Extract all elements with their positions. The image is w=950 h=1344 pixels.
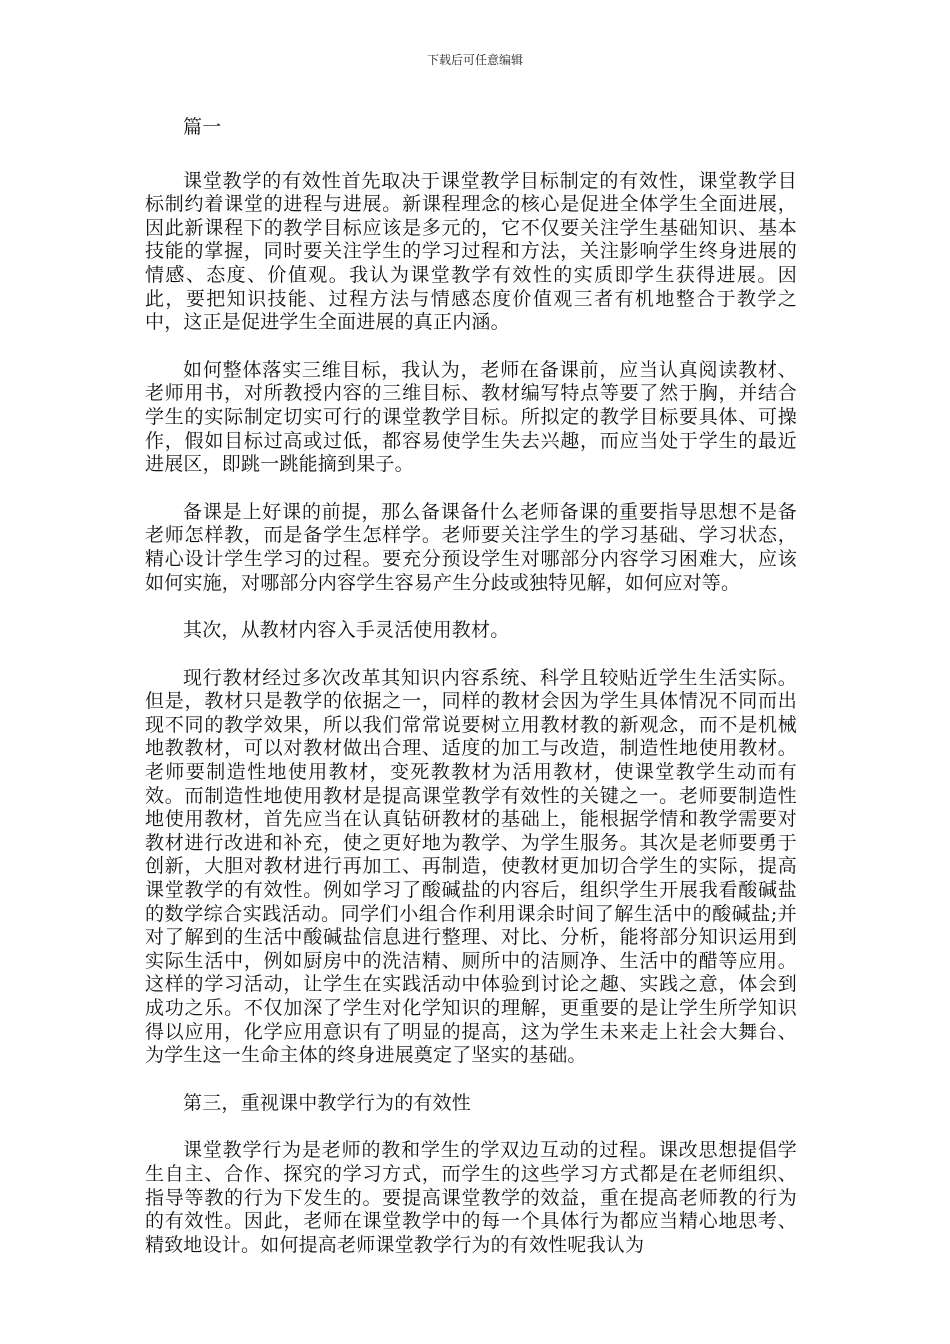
- paragraph-subheading-teaching-behavior: 第三，重视课中教学行为的有效性: [183, 1091, 472, 1114]
- document-body: [145, 116, 797, 1281]
- paragraph-teaching-behavior: 课堂教学行为是老师的教和学生的学双边互动的过程。课改思想提倡学生自主、合作、探究的学习方式，而学生的这些学习方式都是在老师组织、指导等教的行为下发生的。要提高课堂教学的效益，重在提高老师教的行为的有效性。因此，老师在课堂教学中的每一个具体行为都应当精心地思考、精致地设计。如何提高老师课堂教学行为的有效性呢我认为: [145, 1139, 797, 1256]
- paragraph-lesson-preparation: 备课是上好课的前提，那么备课备什么老师备课的重要指导思想不是备老师怎样教，而是备学生怎样学。老师要关注学生的学习基础、学习状态，精心设计学生学习的过程。要充分预设学生对哪部分内容学习困难大，应该如何实施，对哪部分内容学生容易产生分歧或独特见解，如何应对等。: [145, 500, 797, 594]
- paragraph-three-dimensional-goals: 如何整体落实三维目标，我认为，老师在备课前，应当认真阅读教材、老师用书，对所教授内容的三维目标、教材编写特点等要了然于胸，并结合学生的实际制定切实可行的课堂教学目标。所拟定的教学目标要具体、可操作，假如目标过高或过低，都容易使学生失去兴趣，而应当处于学生的最近进展区，即跳一跳能摘到果子。: [145, 358, 797, 476]
- header-note: 下载后可任意编辑: [426, 53, 523, 67]
- paragraph-teaching-goals: 课堂教学的有效性首先取决于课堂教学目标制定的有效性，课堂教学目标制约着课堂的进程与进展。新课程理念的核心是促进全体学生全面进展，因此新课程下的教学目标应该是多元的，它不仅要关注学生基础知识、基本技能的掌握，同时要关注学生的学习过程和方法，关注影响学生终身进展的情感、态度、价值观。我认为课堂教学有效性的实质即学生获得进展。因此，要把知识技能、过程方法与情感态度价值观三者有机地整合于教学之中，这正是促进学生全面进展的真正内涵。: [145, 169, 797, 334]
- paragraph-textbook-use: 现行教材经过多次改革其知识内容系统、科学且较贴近学生生活实际。但是，教材只是教学的依据之一，同样的教材会因为学生具体情况不同而出现不同的教学效果，所以我们常常说要树立用教材教的新观念，而不是机械地教教材，可以对教材做出合理、适度的加工与改造，制造性地使用教材。老师要制造性地使用教材，变死教教材为活用教材，使课堂教学生动而有效。而制造性地使用教材是提高课堂教学有效性的关键之一。老师要制造性地使用教材，首先应当在认真钻研教材的基础上，能根据学情和教学需要对教材进行改进和补充，使之更好地为教学、为学生服务。其次是老师要勇于创新，大胆对教材进行再加工、再制造，使教材更加切合学生的实际，提高课堂教学的有效性。例如学习了酸碱盐的内容后，组织学生开展我看酸碱盐的数学综合实践活动。同学们小组合作利用课余时间了解生活中的酸碱盐;并对了解到的生活中酸碱盐信息进行整理、对比、分析，能将部分知识运用到实际生活中，例如厨房中的洗洁精、厕所中的洁厕净、生活中的醋等应用。这样的学习活动，让学生在实践活动中体验到讨论之趣、实践之意，体会到成功之乐。不仅加深了学生对化学知识的理解，更重要的是让学生所学知识得以应用，化学应用意识有了明显的提高，这为学生未来走上社会大舞台、为学生这一生命主体的终身进展奠定了坚实的基础。: [145, 666, 797, 1067]
- paragraph-subheading-textbook: 其次，从教材内容入手灵活使用教材。: [183, 619, 510, 642]
- section-title: 篇一: [183, 116, 222, 138]
